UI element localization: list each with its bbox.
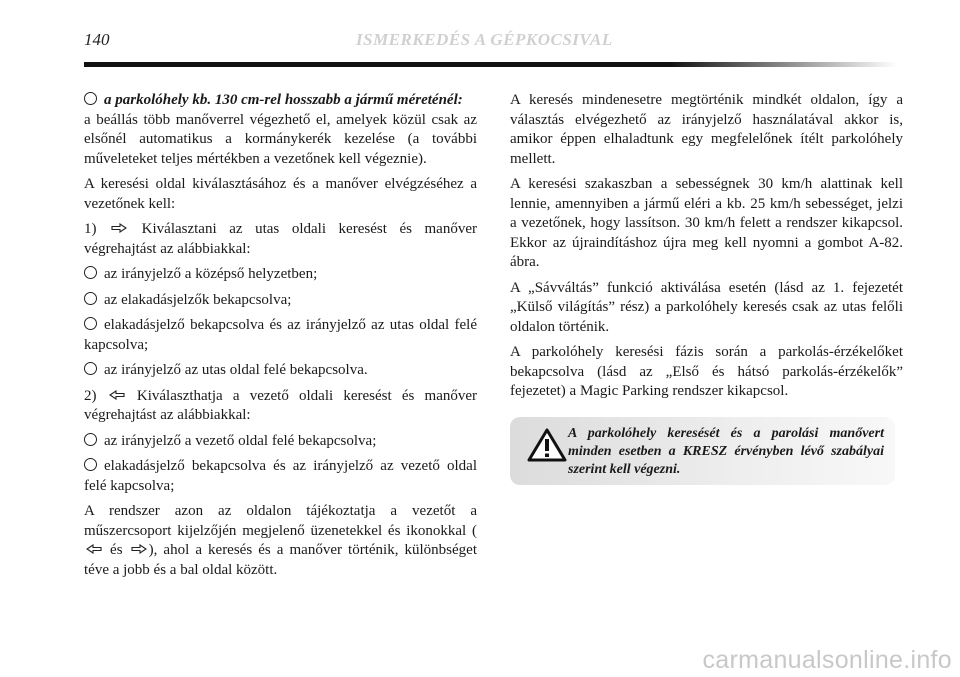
info-paragraph	[84, 502, 477, 580]
list-item-text: az irányjelző a középső helyzetben;	[104, 266, 318, 282]
bullet-icon	[84, 317, 97, 330]
step-1	[84, 220, 477, 259]
list-item-text: az irányjelző az utas oldal felé bekapcsolva.	[104, 362, 368, 378]
warning-text: A parkolóhely keresését és a parolási manővert minden esetben a KRESZ érvényben lévő szabályai szerint kell végezni.	[568, 426, 884, 477]
list-item-text: elakadásjelző bekapcsolva és az irányjelző az vezető oldal felé kapcsolva;	[84, 458, 477, 494]
step-text: Kiválaszthatja a vezető oldali keresést és manőver végrehajtást az alábbiakkal:	[84, 387, 478, 423]
left-arrow-icon	[109, 390, 125, 400]
running-title: ISMERKEDÉS A GÉPKOCSIVAL	[356, 30, 613, 49]
bullet-icon	[84, 266, 97, 279]
step-text: Kiválasztani az utas oldali keresést és manőver végrehajtást az alábbiakkal:	[84, 221, 477, 257]
bullet-icon	[84, 362, 97, 375]
paragraph: A parkolóhely keresési fázis során a parkolás-érzékelőket bekapcsolva (lásd az „Első és hátsó parkolás-érzékelők” fejezetet) a Magic Parking rendszer kikapcsol.	[510, 344, 903, 399]
page-number: 140	[84, 30, 110, 49]
selection-paragraph: A keresési oldal kiválasztásához és a manőver elvégzéséhez a vezetőnek kell:	[84, 176, 477, 212]
list-item	[84, 291, 477, 311]
step-number: 1)	[84, 221, 97, 237]
list-item-text: az elakadásjelzők bekapcsolva;	[104, 291, 292, 308]
header-rule	[84, 62, 897, 67]
list-item	[84, 361, 477, 381]
right-column	[510, 91, 903, 408]
paragraph: A keresés mindenesetre megtörténik mindkét oldalon, így a választás elvégezhető az irányjelző használatával akkor is, amikor éppen elhaladtunk egy megfelelőnek ítélt parkolóhely mellett.	[510, 92, 903, 167]
right-arrow-icon	[131, 544, 147, 554]
list-item-text: az irányjelző a vezető oldal felé bekapcsolva;	[104, 432, 377, 449]
warning-triangle-icon	[527, 428, 567, 462]
info-text-part: és	[104, 542, 129, 558]
warning-box	[510, 417, 895, 485]
right-arrow-icon	[111, 223, 127, 233]
condition-heading: a parkolóhely kb. 130 cm-rel hosszabb a jármű méreténél:	[104, 92, 463, 108]
intro-block	[84, 91, 477, 169]
paragraph: A „Sávváltás” funkció aktiválása esetén (lásd az 1. fejezetét „Külső világítás” rész) a parkolóhely keresés csak az utas felőli oldalon történik.	[510, 279, 903, 335]
intro-paragraph: a beállás több manőverrel végezhető el, amelyek közül csak az elsőnél automatikus a kormánykerék kezelése (a további műveleteket teljes mértékben a vezetőnek kell végeznie).	[84, 111, 477, 167]
list-item	[84, 265, 477, 285]
list-item	[84, 457, 477, 496]
paragraph: A keresési szakaszban a sebességnek 30 km/h alattinak kell lennie, amennyiben a jármű eléri a kb. 25 km/h sebességet, jelzi a vezetőnek, hogy lassítson. 30 km/h felett a rendszer kikapcsol. Ekkor az újraindításhoz újra meg kell nyomni a gombot A-82. ábra.	[510, 176, 903, 270]
list-item	[84, 432, 477, 452]
bullet-icon	[84, 292, 97, 305]
list-item-text: elakadásjelző bekapcsolva és az irányjelző az utas oldal felé kapcsolva;	[84, 317, 477, 353]
watermark: carmanualsonline.info	[702, 646, 952, 674]
bullet-icon	[84, 433, 97, 446]
info-text-part: A rendszer azon az oldalon tájékoztatja a vezetőt a műszercsoport kijelzőjén megjelenő üzenetekkel és ikonokkal (	[84, 503, 477, 539]
bullet-icon	[84, 458, 97, 471]
step-number: 2)	[84, 387, 97, 404]
info-text-part: ), ahol a keresés és a manőver történik, különbséget téve a jobb és a bal oldal között.	[84, 542, 477, 578]
left-arrow-icon	[86, 544, 102, 554]
list-item	[84, 316, 477, 355]
step-2	[84, 387, 477, 426]
left-column	[84, 91, 477, 586]
bullet-icon	[84, 92, 97, 105]
